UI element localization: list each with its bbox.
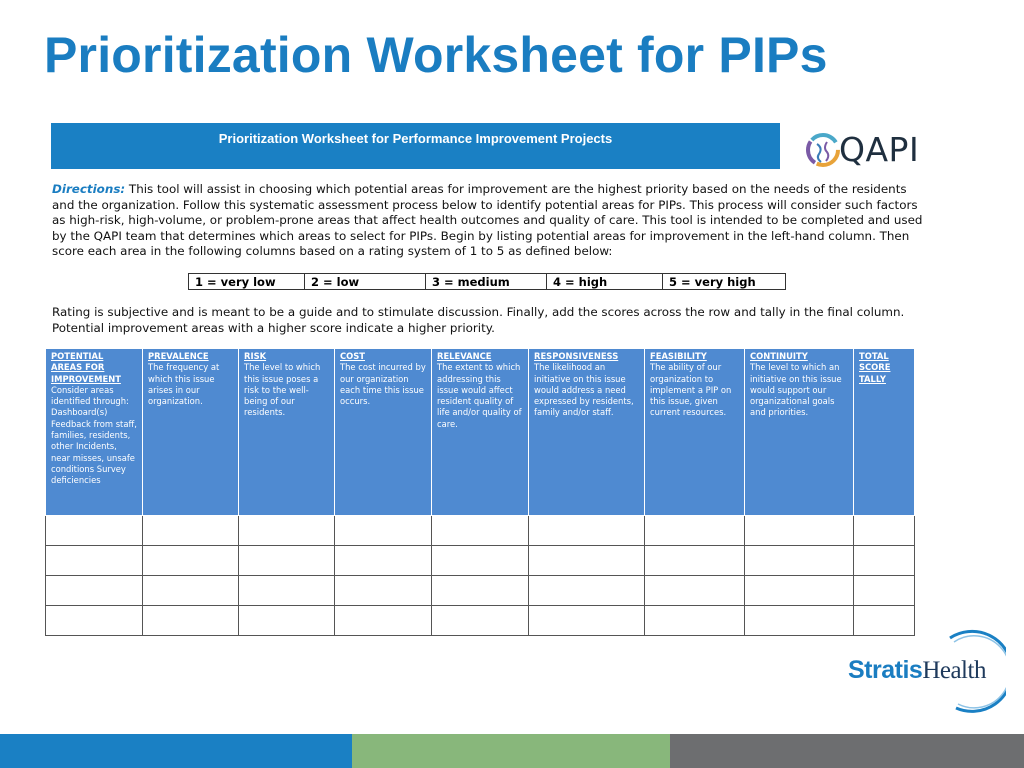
column-desc: The level to which an initiative on this issue would support our organizational goals and priorities.: [750, 362, 842, 418]
table-cell[interactable]: [46, 546, 143, 576]
table-cell[interactable]: [335, 516, 432, 546]
column-name: CONTINUITY: [750, 351, 808, 361]
rating-scale-cell: 3 = medium: [426, 274, 547, 290]
table-cell[interactable]: [239, 606, 335, 636]
table-cell[interactable]: [143, 576, 239, 606]
rating-scale-cell: 2 = low: [305, 274, 426, 290]
table-row: [46, 606, 915, 636]
rating-scale-cell: 1 = very low: [189, 274, 305, 290]
column-desc: The ability of our organization to implement a PIP on this issue, given current resources.: [650, 362, 732, 418]
column-desc: The level to which this issue poses a risk to the well-being of our residents.: [244, 362, 321, 418]
stratis-light-text: Health: [922, 657, 986, 684]
column-name: FEASIBILITY: [650, 351, 707, 361]
column-header: [645, 349, 745, 516]
table-row: [46, 516, 915, 546]
footer-bar-blue: [0, 734, 352, 768]
table-cell[interactable]: [745, 576, 854, 606]
column-desc: The cost incurred by our organization each time this issue occurs.: [340, 362, 426, 407]
rating-scale-cell: 5 = very high: [663, 274, 786, 290]
table-cell[interactable]: [645, 576, 745, 606]
column-name: RISK: [244, 351, 267, 361]
table-cell[interactable]: [335, 546, 432, 576]
qapi-logo-text: QAPI: [839, 130, 920, 169]
directions-label: Directions:: [52, 182, 126, 196]
table-cell[interactable]: [854, 546, 915, 576]
table-cell[interactable]: [143, 606, 239, 636]
table-cell[interactable]: [529, 576, 645, 606]
column-desc: The likelihood an initiative on this issue would address a need expressed by residents, family and/or staff.: [534, 362, 634, 418]
qapi-faces-icon: [803, 128, 843, 172]
column-name: TOTAL SCORE TALLY: [859, 351, 891, 384]
table-cell[interactable]: [432, 576, 529, 606]
column-desc: The extent to which addressing this issue would affect resident quality of life and/or quality of care.: [437, 362, 522, 429]
table-cell[interactable]: [143, 546, 239, 576]
table-cell[interactable]: [239, 516, 335, 546]
table-cell[interactable]: [432, 516, 529, 546]
table-cell[interactable]: [854, 516, 915, 546]
table-cell[interactable]: [432, 546, 529, 576]
table-cell[interactable]: [335, 576, 432, 606]
footer-color-bar: [0, 734, 1024, 768]
column-name: RELEVANCE: [437, 351, 492, 361]
table-cell[interactable]: [46, 606, 143, 636]
column-header: [143, 349, 239, 516]
table-cell[interactable]: [432, 606, 529, 636]
column-header: [432, 349, 529, 516]
table-row: [46, 546, 915, 576]
directions-paragraph: [52, 182, 928, 260]
table-cell[interactable]: [46, 516, 143, 546]
table-cell[interactable]: [745, 606, 854, 636]
stratis-wordmark: [848, 656, 986, 685]
table-cell[interactable]: [529, 606, 645, 636]
table-cell[interactable]: [143, 516, 239, 546]
table-cell[interactable]: [529, 546, 645, 576]
table-cell[interactable]: [745, 516, 854, 546]
table-cell[interactable]: [645, 606, 745, 636]
column-name: COST: [340, 351, 366, 361]
column-name: RESPONSIVENESS: [534, 351, 619, 361]
column-header: [46, 349, 143, 516]
table-cell[interactable]: [745, 546, 854, 576]
stratis-bold-text: Stratis: [848, 656, 923, 684]
rating-note: Rating is subjective and is meant to be a guide and to stimulate discussion. Finally, add the scores across the row and tally in the final column. Potential improvement areas with a higher score indicate a higher priority.: [52, 305, 905, 335]
column-desc: The frequency at which this issue arises in our organization.: [148, 362, 220, 407]
slide-title: Prioritization Worksheet for PIPs: [44, 27, 828, 83]
column-header: [529, 349, 645, 516]
table-cell[interactable]: [854, 576, 915, 606]
qapi-logo: [803, 128, 923, 172]
table-cell[interactable]: [529, 516, 645, 546]
table-cell[interactable]: [645, 546, 745, 576]
worksheet-banner-title: Prioritization Worksheet for Performance Improvement Projects: [218, 131, 613, 146]
column-name: POTENTIAL AREAS FOR IMPROVEMENT: [51, 351, 121, 384]
table-body: [46, 516, 915, 636]
table-cell[interactable]: [645, 516, 745, 546]
column-header: [854, 349, 915, 516]
column-desc: Consider areas identified through: Dashboard(s) Feedback from staff, families, residents, other Incidents, near misses, unsafe conditions Survey deficiencies: [51, 384, 137, 486]
table-header-row: [46, 349, 915, 516]
prioritization-table: [45, 348, 915, 636]
footer-bar-gray: [670, 734, 1024, 768]
stratis-health-logo: [846, 628, 1006, 714]
rating-scale-cell: 4 = high: [547, 274, 663, 290]
footer-bar-green: [352, 734, 670, 768]
table-cell[interactable]: [335, 606, 432, 636]
column-name: PREVALENCE: [148, 351, 209, 361]
column-header: [745, 349, 854, 516]
directions-text: This tool will assist in choosing which potential areas for improvement are the highest priority based on the needs of the residents and the organization. Follow this systematic assessment process below to identify potential areas for PIPs. This process will consider such factors as high-risk, high-volume, or problem-prone areas that affect health outcomes and quality of care. This tool is intended to be completed and used by the QAPI team that determines which areas to select for PIPs. Begin by listing potential areas for improvement in the left-hand column. Then score each area in the following columns based on a rating system of 1 to 5 as defined below:: [52, 182, 923, 259]
column-header: [335, 349, 432, 516]
table-cell[interactable]: [239, 546, 335, 576]
table-cell[interactable]: [239, 576, 335, 606]
table-row: [46, 576, 915, 606]
worksheet-banner: [51, 123, 780, 169]
table-cell[interactable]: [46, 576, 143, 606]
rating-scale-table: [188, 273, 786, 290]
column-header: [239, 349, 335, 516]
